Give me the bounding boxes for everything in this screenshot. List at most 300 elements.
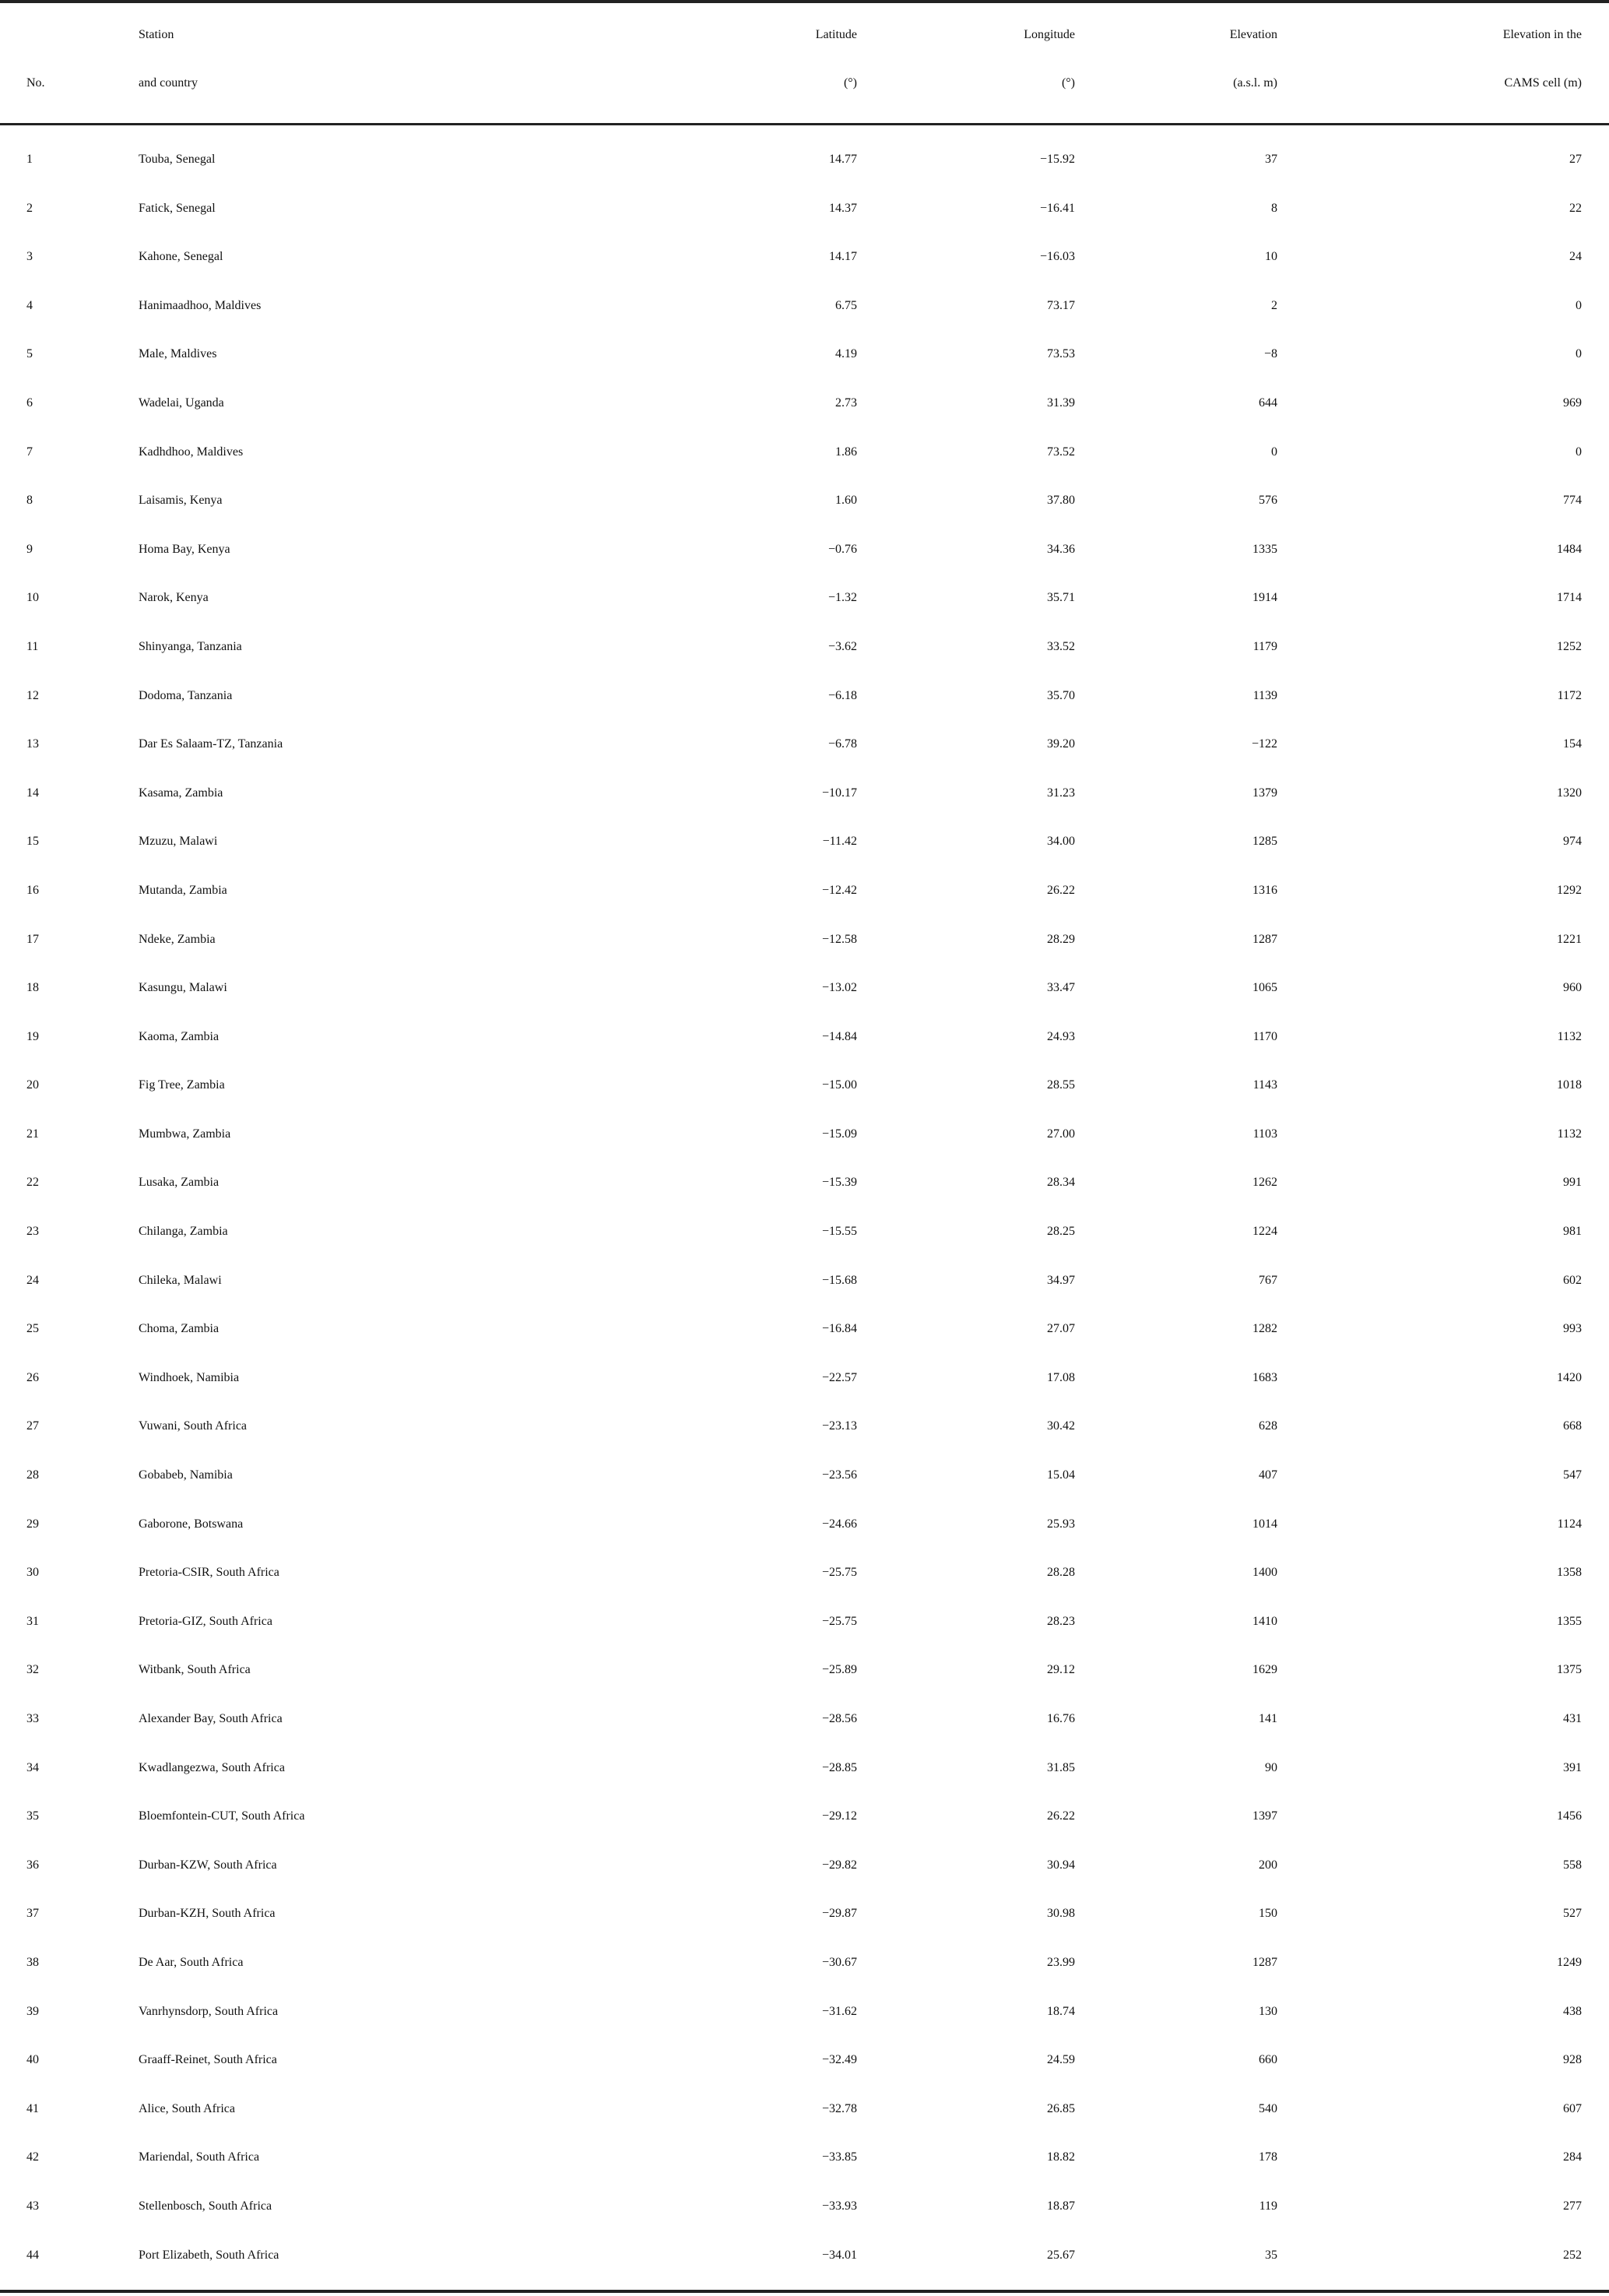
cell-latitude: −15.55 bbox=[821, 1225, 857, 1239]
cell-cams-elevation: 1249 bbox=[1557, 1955, 1582, 1969]
table-row bbox=[0, 1890, 1609, 1939]
cell-latitude: −10.17 bbox=[821, 786, 857, 800]
cell-elevation: 1287 bbox=[1252, 1955, 1277, 1969]
cell-cams-elevation: 1355 bbox=[1557, 1614, 1582, 1628]
table-row bbox=[0, 330, 1609, 379]
cell-elevation: 1400 bbox=[1252, 1566, 1277, 1580]
cell-longitude: 35.71 bbox=[1047, 591, 1075, 605]
cell-longitude: 26.22 bbox=[1047, 883, 1075, 897]
table-row bbox=[0, 1744, 1609, 1793]
cell-latitude: −24.66 bbox=[821, 1517, 857, 1531]
cell-latitude: −28.85 bbox=[821, 1760, 857, 1774]
cell-cams-elevation: 154 bbox=[1563, 737, 1582, 751]
cell-no: 27 bbox=[26, 1419, 39, 1433]
table-row bbox=[0, 1598, 1609, 1647]
cell-cams-elevation: 27 bbox=[1569, 153, 1582, 166]
cell-station: Fig Tree, Zambia bbox=[139, 1078, 225, 1092]
cell-no: 8 bbox=[26, 494, 33, 508]
cell-cams-elevation: 602 bbox=[1563, 1273, 1582, 1287]
cell-latitude: −29.87 bbox=[821, 1907, 857, 1921]
cell-latitude: −29.12 bbox=[821, 1809, 857, 1823]
cell-no: 17 bbox=[26, 932, 39, 946]
table-row bbox=[0, 1354, 1609, 1403]
cell-station: Homa Bay, Kenya bbox=[139, 542, 230, 556]
cell-station: Pretoria-GIZ, South Africa bbox=[139, 1614, 272, 1628]
cell-elevation: 576 bbox=[1259, 494, 1277, 508]
cell-station: Lusaka, Zambia bbox=[139, 1176, 220, 1190]
cell-latitude: −32.49 bbox=[821, 2053, 857, 2067]
cell-no: 34 bbox=[26, 1760, 39, 1774]
table-row bbox=[0, 2182, 1609, 2231]
table-row bbox=[0, 1159, 1609, 1208]
cell-latitude: −33.93 bbox=[821, 2199, 857, 2213]
cell-latitude: −25.89 bbox=[821, 1663, 857, 1677]
cell-no: 7 bbox=[26, 445, 33, 459]
cell-longitude: 24.93 bbox=[1047, 1029, 1075, 1043]
cell-station: Mutanda, Zambia bbox=[139, 883, 227, 897]
cell-longitude: 39.20 bbox=[1047, 737, 1075, 751]
cell-station: Chileka, Malawi bbox=[139, 1273, 222, 1287]
cell-longitude: 31.85 bbox=[1047, 1760, 1075, 1774]
cell-station: Ndeke, Zambia bbox=[139, 932, 216, 946]
table-row bbox=[0, 1208, 1609, 1257]
cell-longitude: 25.67 bbox=[1047, 2248, 1075, 2262]
cell-elevation: 628 bbox=[1259, 1419, 1277, 1433]
cell-cams-elevation: 1252 bbox=[1557, 639, 1582, 653]
cell-cams-elevation: 1172 bbox=[1557, 688, 1582, 702]
cell-longitude: −15.92 bbox=[1039, 153, 1075, 166]
cell-cams-elevation: 974 bbox=[1563, 835, 1582, 849]
table-row bbox=[0, 282, 1609, 331]
cell-longitude: 30.98 bbox=[1047, 1907, 1075, 1921]
cell-no: 14 bbox=[26, 786, 39, 800]
cell-elevation: 1224 bbox=[1252, 1225, 1277, 1239]
cell-longitude: 35.70 bbox=[1047, 688, 1075, 702]
cell-station: Port Elizabeth, South Africa bbox=[139, 2248, 279, 2262]
cell-cams-elevation: 1132 bbox=[1557, 1029, 1582, 1043]
cell-cams-elevation: 774 bbox=[1563, 494, 1582, 508]
cell-latitude: −33.85 bbox=[821, 2150, 857, 2164]
cell-cams-elevation: 547 bbox=[1563, 1468, 1582, 1482]
cell-station: Wadelai, Uganda bbox=[139, 396, 224, 410]
cell-longitude: 28.55 bbox=[1047, 1078, 1075, 1092]
cell-station: Gaborone, Botswana bbox=[139, 1517, 244, 1531]
cell-latitude: −15.68 bbox=[821, 1273, 857, 1287]
cell-latitude: −1.32 bbox=[827, 591, 857, 605]
cell-no: 31 bbox=[26, 1614, 39, 1628]
cell-station: Male, Maldives bbox=[139, 347, 217, 361]
cell-no: 2 bbox=[26, 201, 33, 215]
cell-elevation: 2 bbox=[1271, 298, 1277, 312]
cell-no: 1 bbox=[26, 153, 33, 166]
cell-longitude: 26.22 bbox=[1047, 1809, 1075, 1823]
table-row bbox=[0, 867, 1609, 916]
cell-no: 38 bbox=[26, 1955, 39, 1969]
cell-latitude: −29.82 bbox=[821, 1858, 857, 1872]
cell-cams-elevation: 1018 bbox=[1557, 1078, 1582, 1092]
table-row bbox=[0, 2231, 1609, 2280]
cell-no: 5 bbox=[26, 347, 33, 361]
header-cams-line2: CAMS cell (m) bbox=[1504, 76, 1582, 90]
cell-longitude: 34.97 bbox=[1047, 1273, 1075, 1287]
cell-cams-elevation: 0 bbox=[1576, 347, 1582, 361]
cell-no: 39 bbox=[26, 2004, 39, 2018]
cell-latitude: −25.75 bbox=[821, 1614, 857, 1628]
cell-longitude: 23.99 bbox=[1047, 1955, 1075, 1969]
cell-no: 20 bbox=[26, 1078, 39, 1092]
table-row bbox=[0, 233, 1609, 282]
cell-latitude: −31.62 bbox=[821, 2004, 857, 2018]
cell-longitude: 33.47 bbox=[1047, 981, 1075, 995]
cell-longitude: 34.36 bbox=[1047, 542, 1075, 556]
cell-elevation: 1103 bbox=[1252, 1127, 1277, 1141]
table-row bbox=[0, 526, 1609, 575]
cell-cams-elevation: 284 bbox=[1563, 2150, 1582, 2164]
cell-cams-elevation: 252 bbox=[1563, 2248, 1582, 2262]
header-latitude-line2: (°) bbox=[843, 76, 857, 90]
cell-longitude: 28.28 bbox=[1047, 1566, 1075, 1580]
cell-latitude: 2.73 bbox=[835, 396, 857, 410]
cell-elevation: 141 bbox=[1259, 1712, 1277, 1725]
header-longitude-line1: Longitude bbox=[1024, 28, 1075, 41]
cell-longitude: 30.42 bbox=[1047, 1419, 1075, 1433]
cell-station: Fatick, Senegal bbox=[139, 201, 216, 215]
cell-cams-elevation: 1484 bbox=[1557, 542, 1582, 556]
cell-cams-elevation: 991 bbox=[1563, 1176, 1582, 1190]
cell-station: Durban-KZH, South Africa bbox=[139, 1907, 276, 1921]
cell-elevation: 35 bbox=[1265, 2248, 1277, 2262]
cell-longitude: 27.00 bbox=[1047, 1127, 1075, 1141]
table-row bbox=[0, 817, 1609, 867]
cell-station: Alice, South Africa bbox=[139, 2101, 235, 2115]
table-row bbox=[0, 623, 1609, 672]
cell-elevation: 1143 bbox=[1252, 1078, 1277, 1092]
cell-elevation: 660 bbox=[1259, 2053, 1277, 2067]
cell-cams-elevation: 431 bbox=[1563, 1712, 1582, 1725]
cell-cams-elevation: 527 bbox=[1563, 1907, 1582, 1921]
cell-longitude: 31.39 bbox=[1047, 396, 1075, 410]
cell-cams-elevation: 1375 bbox=[1557, 1663, 1582, 1677]
cell-station: Hanimaadhoo, Maldives bbox=[139, 298, 262, 312]
cell-latitude: 14.77 bbox=[829, 153, 857, 166]
cell-longitude: 29.12 bbox=[1047, 1663, 1075, 1677]
header-cams-line1: Elevation in the bbox=[1502, 28, 1582, 41]
cell-latitude: 1.86 bbox=[835, 445, 857, 459]
table-row bbox=[0, 1500, 1609, 1549]
cell-no: 24 bbox=[26, 1273, 39, 1287]
cell-station: Laisamis, Kenya bbox=[139, 494, 223, 508]
cell-latitude: 6.75 bbox=[835, 298, 857, 312]
cell-station: Shinyanga, Tanzania bbox=[139, 639, 242, 653]
cell-no: 4 bbox=[26, 298, 33, 312]
cell-no: 30 bbox=[26, 1566, 39, 1580]
cell-station: Mariendal, South Africa bbox=[139, 2150, 260, 2164]
cell-station: Gobabeb, Namibia bbox=[139, 1468, 233, 1482]
cell-no: 33 bbox=[26, 1712, 39, 1725]
cell-latitude: −34.01 bbox=[821, 2248, 857, 2262]
cell-latitude: −22.57 bbox=[821, 1370, 857, 1384]
cell-elevation: 200 bbox=[1259, 1858, 1277, 1872]
cell-no: 37 bbox=[26, 1907, 39, 1921]
header-elevation-line2: (a.s.l. m) bbox=[1233, 76, 1277, 90]
cell-longitude: 18.87 bbox=[1047, 2199, 1075, 2213]
cell-no: 16 bbox=[26, 883, 39, 897]
cell-station: Narok, Kenya bbox=[139, 591, 209, 605]
cell-latitude: 4.19 bbox=[835, 347, 857, 361]
table-row bbox=[0, 2133, 1609, 2182]
cell-station: Mumbwa, Zambia bbox=[139, 1127, 231, 1141]
cell-cams-elevation: 668 bbox=[1563, 1419, 1582, 1433]
cell-elevation: 1065 bbox=[1252, 981, 1277, 995]
cell-longitude: 16.76 bbox=[1047, 1712, 1075, 1725]
cell-longitude: 24.59 bbox=[1047, 2053, 1075, 2067]
cell-latitude: −15.00 bbox=[821, 1078, 857, 1092]
cell-station: Alexander Bay, South Africa bbox=[139, 1712, 283, 1725]
cell-longitude: 28.23 bbox=[1047, 1614, 1075, 1628]
cell-longitude: 28.34 bbox=[1047, 1176, 1075, 1190]
cell-elevation: 1139 bbox=[1252, 688, 1277, 702]
cell-no: 40 bbox=[26, 2053, 39, 2067]
cell-elevation: 1285 bbox=[1252, 835, 1277, 849]
cell-elevation: 1629 bbox=[1252, 1663, 1277, 1677]
table-row bbox=[0, 769, 1609, 818]
cell-longitude: 30.94 bbox=[1047, 1858, 1075, 1872]
cell-cams-elevation: 1132 bbox=[1557, 1127, 1582, 1141]
table-row bbox=[0, 135, 1609, 185]
cell-elevation: 1262 bbox=[1252, 1176, 1277, 1190]
header-no: No. bbox=[26, 76, 45, 90]
cell-cams-elevation: 277 bbox=[1563, 2199, 1582, 2213]
cell-station: De Aar, South Africa bbox=[139, 1955, 244, 1969]
cell-longitude: 73.17 bbox=[1047, 298, 1075, 312]
cell-no: 35 bbox=[26, 1809, 39, 1823]
header-elevation-line1: Elevation bbox=[1229, 28, 1277, 41]
cell-longitude: 26.85 bbox=[1047, 2101, 1075, 2115]
cell-latitude: −14.84 bbox=[821, 1029, 857, 1043]
cell-station: Kasungu, Malawi bbox=[139, 981, 227, 995]
cell-elevation: 119 bbox=[1259, 2199, 1277, 2213]
cell-elevation: 1335 bbox=[1252, 542, 1277, 556]
cell-longitude: 18.74 bbox=[1047, 2004, 1075, 2018]
cell-cams-elevation: 558 bbox=[1563, 1858, 1582, 1872]
cell-station: Chilanga, Zambia bbox=[139, 1225, 228, 1239]
cell-longitude: −16.41 bbox=[1039, 201, 1075, 215]
cell-no: 41 bbox=[26, 2101, 39, 2115]
bottom-rule bbox=[0, 2290, 1609, 2293]
cell-station: Witbank, South Africa bbox=[139, 1663, 251, 1677]
cell-station: Vuwani, South Africa bbox=[139, 1419, 248, 1433]
cell-elevation: 0 bbox=[1271, 445, 1277, 459]
cell-cams-elevation: 928 bbox=[1563, 2053, 1582, 2067]
cell-elevation: 1287 bbox=[1252, 932, 1277, 946]
table-row bbox=[0, 1013, 1609, 1062]
cell-elevation: 1316 bbox=[1252, 883, 1277, 897]
cell-no: 26 bbox=[26, 1370, 39, 1384]
cell-latitude: −16.84 bbox=[821, 1322, 857, 1336]
cell-cams-elevation: 22 bbox=[1569, 201, 1582, 215]
cell-no: 36 bbox=[26, 1858, 39, 1872]
cell-longitude: 15.04 bbox=[1047, 1468, 1075, 1482]
cell-elevation: 644 bbox=[1259, 396, 1277, 410]
cell-elevation: 540 bbox=[1259, 2101, 1277, 2115]
cell-no: 3 bbox=[26, 250, 33, 264]
table-row bbox=[0, 1257, 1609, 1306]
table-row bbox=[0, 1841, 1609, 1890]
cell-longitude: 34.00 bbox=[1047, 835, 1075, 849]
cell-latitude: −25.75 bbox=[821, 1566, 857, 1580]
header-latitude-line1: Latitude bbox=[815, 28, 857, 41]
cell-latitude: −32.78 bbox=[821, 2101, 857, 2115]
cell-cams-elevation: 1420 bbox=[1557, 1370, 1582, 1384]
cell-cams-elevation: 1358 bbox=[1557, 1566, 1582, 1580]
cell-latitude: −28.56 bbox=[821, 1712, 857, 1725]
cell-cams-elevation: 1456 bbox=[1557, 1809, 1582, 1823]
cell-no: 18 bbox=[26, 981, 39, 995]
cell-cams-elevation: 607 bbox=[1563, 2101, 1582, 2115]
table-row bbox=[0, 2036, 1609, 2085]
cell-latitude: −3.62 bbox=[827, 639, 857, 653]
cell-elevation: 10 bbox=[1265, 250, 1277, 264]
cell-elevation: 150 bbox=[1259, 1907, 1277, 1921]
cell-cams-elevation: 0 bbox=[1576, 445, 1582, 459]
cell-longitude: 28.29 bbox=[1047, 932, 1075, 946]
table-row bbox=[0, 964, 1609, 1013]
cell-no: 32 bbox=[26, 1663, 39, 1677]
table-row bbox=[0, 1939, 1609, 1988]
cell-no: 11 bbox=[26, 639, 39, 653]
cell-station: Stellenbosch, South Africa bbox=[139, 2199, 272, 2213]
cell-elevation: 1282 bbox=[1252, 1322, 1277, 1336]
cell-station: Kwadlangezwa, South Africa bbox=[139, 1760, 285, 1774]
cell-longitude: 28.25 bbox=[1047, 1225, 1075, 1239]
table-row bbox=[0, 1451, 1609, 1500]
cell-latitude: 14.17 bbox=[829, 250, 857, 264]
cell-no: 43 bbox=[26, 2199, 39, 2213]
cell-elevation: 1914 bbox=[1252, 591, 1277, 605]
cell-latitude: −23.56 bbox=[821, 1468, 857, 1482]
cell-longitude: 33.52 bbox=[1047, 639, 1075, 653]
table-row bbox=[0, 1110, 1609, 1159]
table-row bbox=[0, 185, 1609, 234]
cell-cams-elevation: 981 bbox=[1563, 1225, 1582, 1239]
cell-longitude: 25.93 bbox=[1047, 1517, 1075, 1531]
cell-station: Dodoma, Tanzania bbox=[139, 688, 233, 702]
cell-cams-elevation: 1124 bbox=[1557, 1517, 1582, 1531]
cell-elevation: 767 bbox=[1259, 1273, 1277, 1287]
table-row bbox=[0, 574, 1609, 623]
cell-elevation: 1014 bbox=[1252, 1517, 1277, 1531]
cell-cams-elevation: 1714 bbox=[1557, 591, 1582, 605]
table-row bbox=[0, 1402, 1609, 1451]
cell-latitude: −12.58 bbox=[821, 932, 857, 946]
cell-station: Mzuzu, Malawi bbox=[139, 835, 218, 849]
cell-longitude: 73.53 bbox=[1047, 347, 1075, 361]
cell-longitude: −16.03 bbox=[1039, 250, 1075, 264]
table-row bbox=[0, 1988, 1609, 2037]
cell-elevation: −8 bbox=[1263, 347, 1277, 361]
table-row bbox=[0, 476, 1609, 526]
cell-no: 15 bbox=[26, 835, 39, 849]
table-row bbox=[0, 1695, 1609, 1744]
cell-no: 12 bbox=[26, 688, 39, 702]
cell-elevation: 1379 bbox=[1252, 786, 1277, 800]
cell-latitude: 1.60 bbox=[835, 494, 857, 508]
cell-latitude: −15.39 bbox=[821, 1176, 857, 1190]
cell-no: 21 bbox=[26, 1127, 39, 1141]
cell-no: 44 bbox=[26, 2248, 39, 2262]
table-row bbox=[0, 916, 1609, 965]
table-row bbox=[0, 672, 1609, 721]
cell-cams-elevation: 438 bbox=[1563, 2004, 1582, 2018]
cell-longitude: 31.23 bbox=[1047, 786, 1075, 800]
cell-elevation: 178 bbox=[1259, 2150, 1277, 2164]
cell-elevation: 1410 bbox=[1252, 1614, 1277, 1628]
cell-no: 25 bbox=[26, 1322, 39, 1336]
cell-cams-elevation: 391 bbox=[1563, 1760, 1582, 1774]
cell-cams-elevation: 969 bbox=[1563, 396, 1582, 410]
cell-latitude: −23.13 bbox=[821, 1419, 857, 1433]
table-row bbox=[0, 428, 1609, 477]
cell-no: 19 bbox=[26, 1029, 39, 1043]
cell-elevation: 407 bbox=[1259, 1468, 1277, 1482]
cell-station: Durban-KZW, South Africa bbox=[139, 1858, 277, 1872]
cell-elevation: −122 bbox=[1251, 737, 1277, 751]
table-row bbox=[0, 1646, 1609, 1695]
cell-station: Kaoma, Zambia bbox=[139, 1029, 220, 1043]
cell-no: 13 bbox=[26, 737, 39, 751]
table-row bbox=[0, 1305, 1609, 1354]
cell-elevation: 90 bbox=[1265, 1760, 1277, 1774]
cell-no: 9 bbox=[26, 542, 33, 556]
header-rule bbox=[0, 123, 1609, 125]
cell-longitude: 27.07 bbox=[1047, 1322, 1075, 1336]
cell-no: 10 bbox=[26, 591, 39, 605]
table-body bbox=[0, 135, 1609, 2280]
cell-cams-elevation: 0 bbox=[1576, 298, 1582, 312]
cell-station: Touba, Senegal bbox=[139, 153, 216, 166]
cell-elevation: 37 bbox=[1265, 153, 1277, 166]
cell-longitude: 73.52 bbox=[1047, 445, 1075, 459]
cell-station: Choma, Zambia bbox=[139, 1322, 220, 1336]
cell-latitude: −6.78 bbox=[827, 737, 857, 751]
header-station-line1: Station bbox=[139, 28, 174, 41]
cell-latitude: −11.42 bbox=[822, 835, 857, 849]
cell-cams-elevation: 1292 bbox=[1557, 883, 1582, 897]
cell-cams-elevation: 960 bbox=[1563, 981, 1582, 995]
cell-elevation: 1397 bbox=[1252, 1809, 1277, 1823]
cell-no: 22 bbox=[26, 1176, 39, 1190]
cell-latitude: −13.02 bbox=[821, 981, 857, 995]
cell-no: 23 bbox=[26, 1225, 39, 1239]
cell-station: Windhoek, Namibia bbox=[139, 1370, 240, 1384]
cell-elevation: 130 bbox=[1259, 2004, 1277, 2018]
table-header bbox=[0, 11, 1609, 120]
cell-station: Kahone, Senegal bbox=[139, 250, 223, 264]
cell-no: 29 bbox=[26, 1517, 39, 1531]
cell-station: Kadhdhoo, Maldives bbox=[139, 445, 244, 459]
cell-cams-elevation: 1320 bbox=[1557, 786, 1582, 800]
cell-station: Pretoria-CSIR, South Africa bbox=[139, 1566, 279, 1580]
table-row bbox=[0, 2085, 1609, 2134]
cell-elevation: 8 bbox=[1271, 201, 1277, 215]
cell-station: Vanrhynsdorp, South Africa bbox=[139, 2004, 279, 2018]
cell-station: Graaff-Reinet, South Africa bbox=[139, 2053, 277, 2067]
cell-elevation: 1170 bbox=[1252, 1029, 1277, 1043]
table-row bbox=[0, 379, 1609, 428]
cell-latitude: −15.09 bbox=[821, 1127, 857, 1141]
cell-no: 6 bbox=[26, 396, 33, 410]
cell-latitude: 14.37 bbox=[829, 201, 857, 215]
